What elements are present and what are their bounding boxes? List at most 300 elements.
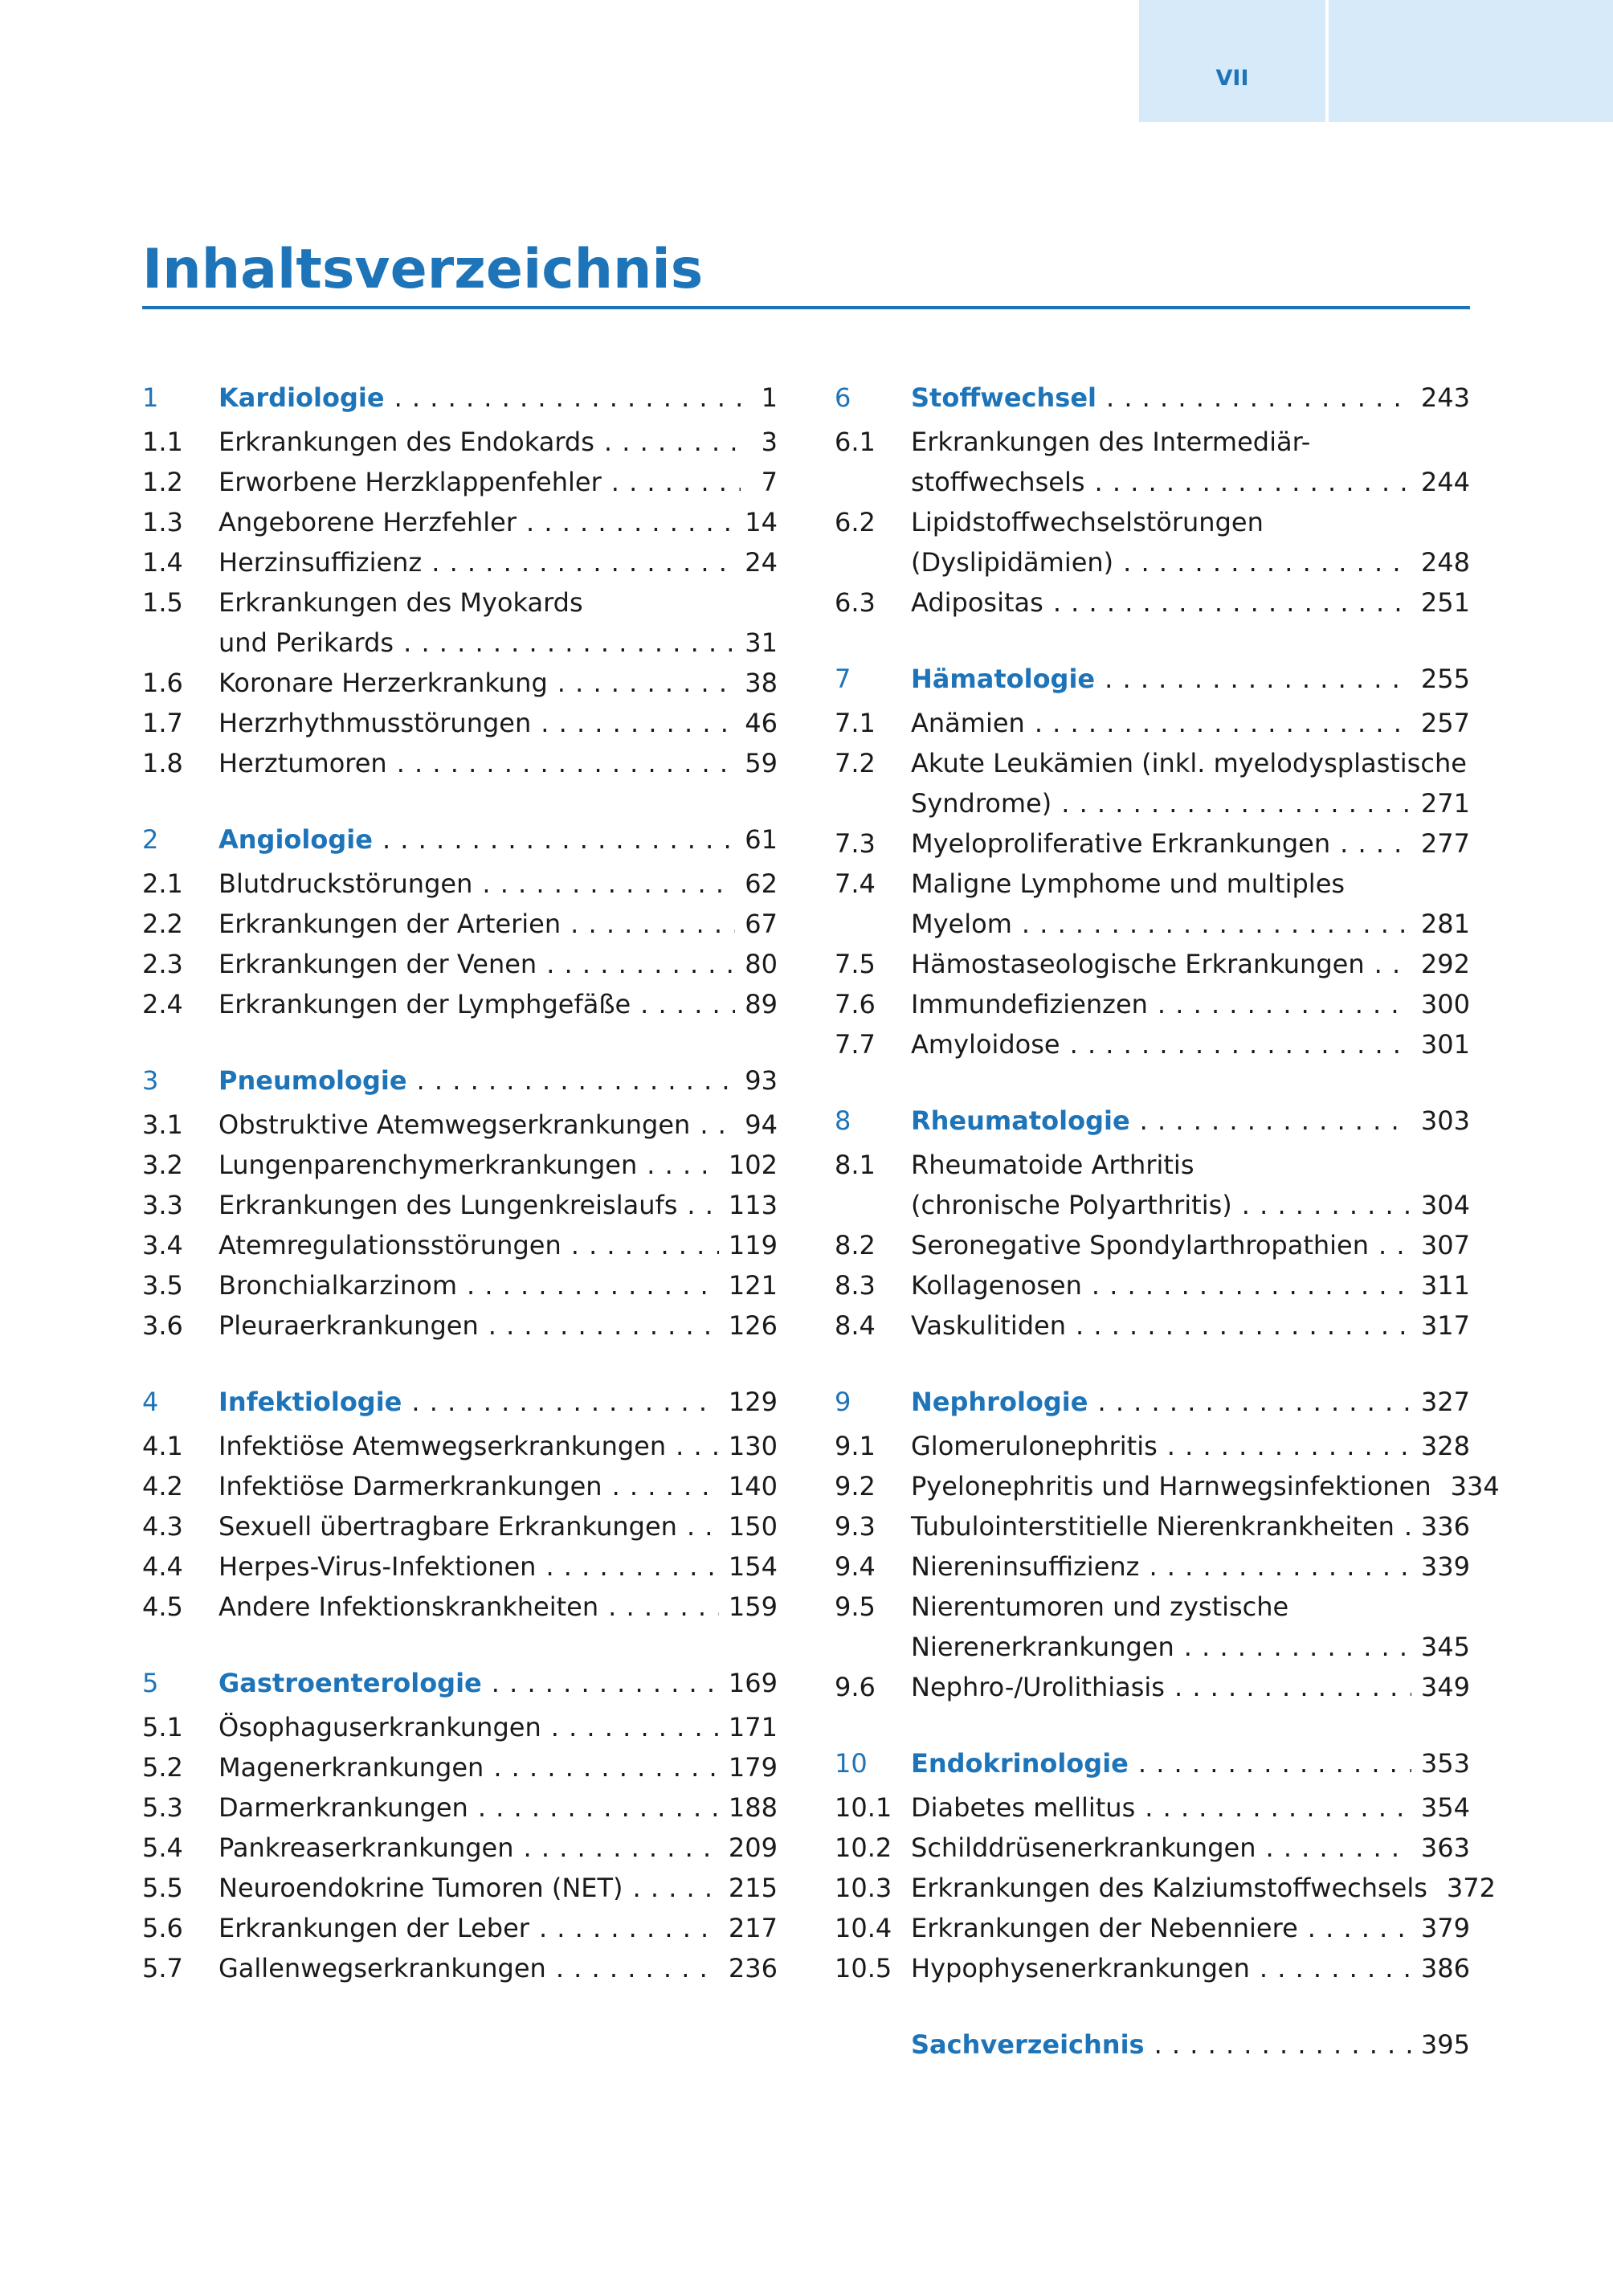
section-title[interactable]: Seronegative Spondylarthropathien <box>911 1230 1370 1260</box>
section-number: 3.2 <box>142 1150 183 1180</box>
section-number: 3.1 <box>142 1109 183 1140</box>
section-title[interactable]: Sexuell übertragbare Erkrankungen <box>218 1511 677 1542</box>
toc-entry[interactable] <box>835 743 1470 783</box>
dot-leader <box>611 462 741 502</box>
section-title[interactable]: Erkrankungen der Nebenniere <box>911 1913 1298 1943</box>
section-number: 1.1 <box>142 427 183 457</box>
section-number: 2.4 <box>142 989 183 1019</box>
page-ref: 307 <box>1420 1230 1470 1260</box>
section-title[interactable]: Erkrankungen der Lymphgefäße <box>218 989 631 1019</box>
section-number: 5.7 <box>142 1953 183 1983</box>
section-title[interactable]: Rheumatoide Arthritis <box>911 1150 1194 1180</box>
section-title[interactable]: Hypophysenerkrankungen <box>911 1953 1250 1983</box>
chapter-number: 6 <box>835 382 851 413</box>
page-ref: 277 <box>1420 828 1470 859</box>
dot-leader <box>1092 1265 1411 1305</box>
toc-entry[interactable] <box>835 502 1470 542</box>
page-ref: 31 <box>745 627 778 658</box>
toc-entry[interactable] <box>142 1908 778 1948</box>
section-title[interactable]: Tubulointerstitielle Nierenkrankheiten <box>911 1511 1395 1542</box>
dot-leader <box>570 904 735 944</box>
toc-entry[interactable] <box>142 743 778 783</box>
section-number: 10.2 <box>835 1832 892 1863</box>
section-title[interactable]: Myeloproliferative Erkrankungen <box>911 828 1331 859</box>
section-title[interactable]: Herzrhythmusstörungen <box>218 708 532 738</box>
page-ref: 345 <box>1420 1632 1470 1662</box>
page-ref: 327 <box>1420 1387 1470 1417</box>
section-number: 1.6 <box>142 668 183 698</box>
dot-leader <box>1061 783 1411 823</box>
chapter-heading[interactable] <box>835 2024 1470 2065</box>
dot-leader <box>1123 542 1411 582</box>
section-number: 8.4 <box>835 1310 876 1341</box>
section-title[interactable]: stoffwechsels <box>911 467 1085 497</box>
page-ref: 292 <box>1420 949 1470 979</box>
section-title[interactable]: Vaskulitiden <box>911 1310 1067 1341</box>
dot-leader <box>604 422 741 462</box>
dot-leader <box>1158 984 1411 1024</box>
section-title[interactable]: und Perikards <box>218 627 394 658</box>
page-ref: 248 <box>1420 547 1470 578</box>
section-number: 5.1 <box>142 1712 183 1742</box>
dot-leader <box>478 1787 719 1828</box>
dot-leader <box>546 944 735 984</box>
section-number: 9.3 <box>835 1511 876 1542</box>
section-title[interactable]: Infektiöse Atemwegserkrankungen <box>218 1431 667 1461</box>
toc-chapter <box>142 1663 778 1988</box>
dot-leader <box>1404 1506 1411 1546</box>
section-title[interactable]: Angeborene Herzfehler <box>218 507 517 537</box>
chapter-title[interactable]: Rheumatologie <box>911 1105 1130 1136</box>
toc-entry[interactable] <box>142 904 778 944</box>
section-number: 10.5 <box>835 1953 892 1983</box>
toc-entry[interactable] <box>142 984 778 1024</box>
section-title[interactable]: Anämien <box>911 708 1025 738</box>
section-number: 3.3 <box>142 1190 183 1220</box>
toc-entry[interactable] <box>142 1185 778 1225</box>
toc-entry[interactable] <box>142 1587 778 1627</box>
section-title[interactable]: Hämostaseologische Erkrankungen <box>911 949 1365 979</box>
chapter-heading[interactable] <box>835 659 1470 699</box>
dot-leader <box>1378 1225 1411 1265</box>
section-title[interactable]: Kollagenosen <box>911 1270 1082 1301</box>
section-title[interactable]: Atemregulationsstörungen <box>218 1230 561 1260</box>
page-ref: 188 <box>728 1792 778 1823</box>
section-title[interactable]: Erkrankungen des Myokards <box>218 587 583 618</box>
page-ref: 171 <box>728 1712 778 1742</box>
section-number: 1.4 <box>142 547 183 578</box>
section-number: 10.1 <box>835 1792 892 1823</box>
chapter-title[interactable]: Hämatologie <box>911 664 1096 694</box>
dot-leader <box>397 743 736 783</box>
section-title[interactable]: Obstruktive Atemwegserkrankungen <box>218 1109 691 1140</box>
dot-leader <box>1053 582 1411 623</box>
page-title: Inhaltsverzeichnis <box>142 238 704 301</box>
page-ref: 130 <box>728 1431 778 1461</box>
section-number: 5.4 <box>142 1832 183 1863</box>
toc-entry[interactable] <box>835 1225 1470 1265</box>
dot-leader <box>608 1587 719 1627</box>
section-title[interactable]: Koronare Herzerkrankung <box>218 668 548 698</box>
dot-leader <box>1242 1185 1411 1225</box>
dot-leader <box>1167 1426 1411 1466</box>
toc-entry[interactable] <box>835 1667 1470 1707</box>
section-title[interactable]: Pleuraerkrankungen <box>218 1310 479 1341</box>
toc-entry[interactable] <box>142 1145 778 1185</box>
section-number: 2.1 <box>142 868 183 899</box>
toc-entry[interactable] <box>835 1787 1470 1828</box>
section-title[interactable]: Andere Infektionskrankheiten <box>218 1591 599 1622</box>
chapter-number: 8 <box>835 1105 851 1136</box>
page-ref: 89 <box>745 989 778 1019</box>
section-title[interactable]: Herztumoren <box>218 748 387 778</box>
toc-entry[interactable] <box>142 1707 778 1747</box>
toc-column-left <box>142 378 778 1988</box>
dot-leader <box>612 1466 719 1506</box>
dot-leader <box>417 1060 736 1101</box>
section-number: 1.2 <box>142 467 183 497</box>
section-title[interactable]: Neuroendokrine Tumoren (NET) <box>218 1873 623 1903</box>
dot-leader <box>1174 1667 1411 1707</box>
section-title[interactable]: Erkrankungen des Intermediär- <box>911 427 1311 457</box>
page-ref: 61 <box>745 824 778 855</box>
toc-entry[interactable] <box>835 1506 1470 1546</box>
chapter-title[interactable]: Stoffwechsel <box>911 382 1096 413</box>
section-title[interactable]: Erkrankungen des Endokards <box>218 427 594 457</box>
dot-leader <box>1106 378 1411 418</box>
dot-leader <box>1260 1948 1411 1988</box>
dot-leader <box>1070 1024 1411 1064</box>
dot-leader <box>1097 1382 1411 1422</box>
page-ref: 386 <box>1420 1953 1470 1983</box>
section-title[interactable]: Immundefizienzen <box>911 989 1148 1019</box>
section-number: 4.3 <box>142 1511 183 1542</box>
page-ref: 59 <box>745 748 778 778</box>
toc-chapter <box>835 659 1470 1064</box>
dot-leader <box>403 623 735 663</box>
dot-leader <box>551 1707 719 1747</box>
page-ref: 150 <box>728 1511 778 1542</box>
dot-leader <box>1035 703 1411 743</box>
toc-entry[interactable] <box>835 462 1470 502</box>
page-ref: 349 <box>1420 1672 1470 1702</box>
chapter-title[interactable]: Nephrologie <box>911 1387 1088 1417</box>
toc-entry[interactable] <box>142 663 778 703</box>
page-ref: 300 <box>1420 989 1470 1019</box>
toc-chapter <box>142 819 778 1024</box>
section-title[interactable]: Blutdruckstörungen <box>218 868 473 899</box>
page-ref: 395 <box>1420 2029 1470 2060</box>
section-title[interactable]: Infektiöse Darmerkrankungen <box>218 1471 602 1501</box>
toc-entry[interactable] <box>142 462 778 502</box>
dot-leader <box>539 1908 719 1948</box>
toc-entry[interactable] <box>142 864 778 904</box>
page-ref: 271 <box>1420 788 1470 819</box>
toc-entry[interactable] <box>142 1426 778 1466</box>
dot-leader <box>482 864 735 904</box>
section-number: 4.2 <box>142 1471 183 1501</box>
toc-entry[interactable] <box>142 1225 778 1265</box>
page-ref: 251 <box>1420 587 1470 618</box>
toc-entry[interactable] <box>835 1426 1470 1466</box>
chapter-number: 1 <box>142 382 159 413</box>
chapter-number: 5 <box>142 1668 159 1698</box>
dot-leader <box>556 1948 719 1988</box>
section-number: 7.4 <box>835 868 876 899</box>
dot-leader <box>1138 1743 1411 1783</box>
dot-leader <box>1184 1627 1411 1667</box>
section-number: 6.1 <box>835 427 876 457</box>
chapter-heading[interactable] <box>142 1060 778 1101</box>
toc-entry[interactable] <box>835 864 1470 904</box>
dot-leader <box>1149 1546 1411 1587</box>
dot-leader <box>1145 1787 1411 1828</box>
section-number: 2.2 <box>142 909 183 939</box>
page-ref: 102 <box>728 1150 778 1180</box>
page-ref: 140 <box>728 1471 778 1501</box>
chapter-number: 4 <box>142 1387 159 1417</box>
section-title[interactable]: Herzinsuffizienz <box>218 547 423 578</box>
chapter-title[interactable]: Pneumologie <box>218 1065 407 1096</box>
toc-entry[interactable] <box>142 422 778 462</box>
section-number: 3.6 <box>142 1310 183 1341</box>
page-ref: 353 <box>1420 1748 1470 1779</box>
toc-entry[interactable] <box>142 703 778 743</box>
toc-entry[interactable] <box>835 1828 1470 1868</box>
section-title[interactable]: Glomerulonephritis <box>911 1431 1158 1461</box>
section-title[interactable]: Erkrankungen der Venen <box>218 949 537 979</box>
section-number: 1.5 <box>142 587 183 618</box>
page-number: VII <box>1215 66 1249 91</box>
toc-entry[interactable] <box>835 1587 1470 1627</box>
chapter-number: 10 <box>835 1748 868 1779</box>
section-title[interactable]: Gallenwegserkrankungen <box>218 1953 546 1983</box>
toc-chapter <box>142 378 778 783</box>
toc-column-right <box>835 378 1500 2069</box>
section-number: 8.3 <box>835 1270 876 1301</box>
toc-entry[interactable] <box>835 1265 1470 1305</box>
page-ref: 159 <box>728 1591 778 1622</box>
section-title[interactable]: Akute Leukämien (inkl. myelodysplastische <box>911 748 1467 778</box>
page-ref: 94 <box>745 1109 778 1140</box>
section-title[interactable]: Erkrankungen des Kalziumstoffwechsels <box>911 1873 1427 1903</box>
toc-entry[interactable] <box>835 904 1470 944</box>
toc-entry[interactable] <box>142 542 778 582</box>
section-title[interactable]: Maligne Lymphome und multiples <box>911 868 1346 899</box>
section-number: 10.3 <box>835 1873 892 1903</box>
chapter-title[interactable]: Sachverzeichnis <box>911 2029 1145 2060</box>
section-title[interactable]: Syndrome) <box>911 788 1052 819</box>
section-number: 2.3 <box>142 949 183 979</box>
section-title[interactable]: Erkrankungen des Lungenkreislaufs <box>218 1190 678 1220</box>
section-title[interactable]: Lipidstoffwechselstörungen <box>911 507 1264 537</box>
page-ref: 244 <box>1420 467 1470 497</box>
page-ref: 129 <box>728 1387 778 1417</box>
toc-entry[interactable] <box>142 1828 778 1868</box>
dot-leader <box>382 819 735 860</box>
toc-entry[interactable] <box>835 1185 1470 1225</box>
section-number: 4.5 <box>142 1591 183 1622</box>
toc-entry[interactable] <box>142 1305 778 1346</box>
dot-leader <box>541 703 735 743</box>
toc-entry[interactable] <box>142 1787 778 1828</box>
page-ref: 154 <box>728 1551 778 1582</box>
toc-entry[interactable] <box>835 944 1470 984</box>
dot-leader <box>431 542 735 582</box>
section-title[interactable]: Erkrankungen der Leber <box>218 1913 529 1943</box>
chapter-number: 3 <box>142 1065 159 1096</box>
toc-entry[interactable] <box>142 1506 778 1546</box>
page-ref: 311 <box>1420 1270 1470 1301</box>
section-number: 1.7 <box>142 708 183 738</box>
section-number: 5.6 <box>142 1913 183 1943</box>
section-title[interactable]: Nierenerkrankungen <box>911 1632 1174 1662</box>
section-number: 7.5 <box>835 949 876 979</box>
toc-entry[interactable] <box>835 783 1470 823</box>
page-ref: 379 <box>1420 1913 1470 1943</box>
page-ref: 169 <box>728 1668 778 1698</box>
toc-entry[interactable] <box>835 582 1470 623</box>
dot-leader <box>1154 2024 1411 2065</box>
chapter-title[interactable]: Endokrinologie <box>911 1748 1129 1779</box>
page-ref: 1 <box>761 382 778 413</box>
page-ref: 336 <box>1420 1511 1470 1542</box>
toc-entry[interactable] <box>142 502 778 542</box>
toc-entry[interactable] <box>142 582 778 623</box>
toc-entry[interactable] <box>835 984 1470 1024</box>
page-ref: 38 <box>745 668 778 698</box>
page-ref: 303 <box>1420 1105 1470 1136</box>
section-number: 7.7 <box>835 1029 876 1060</box>
page-ref: 363 <box>1420 1832 1470 1863</box>
toc-entry[interactable] <box>835 1305 1470 1346</box>
toc-entry[interactable] <box>835 542 1470 582</box>
dot-leader <box>488 1305 719 1346</box>
page-tab <box>1139 0 1613 122</box>
section-title[interactable]: Magenerkrankungen <box>218 1752 484 1783</box>
dot-leader <box>1308 1908 1411 1948</box>
toc-entry[interactable] <box>835 1145 1470 1185</box>
section-number: 9.2 <box>835 1471 876 1501</box>
section-number: 10.4 <box>835 1913 892 1943</box>
dot-leader <box>1265 1828 1411 1868</box>
section-title[interactable]: Amyloidose <box>911 1029 1060 1060</box>
section-number: 5.5 <box>142 1873 183 1903</box>
section-title[interactable]: Adipositas <box>911 587 1043 618</box>
page-ref: 217 <box>728 1913 778 1943</box>
chapter-heading[interactable] <box>142 1382 778 1422</box>
page-ref: 113 <box>728 1190 778 1220</box>
section-number: 7.3 <box>835 828 876 859</box>
dot-leader <box>687 1506 719 1546</box>
page-ref: 67 <box>745 909 778 939</box>
dot-leader <box>557 663 736 703</box>
toc-entry[interactable] <box>835 703 1470 743</box>
chapter-title[interactable]: Infektiologie <box>218 1387 402 1417</box>
section-title[interactable]: Diabetes mellitus <box>911 1792 1136 1823</box>
toc-entry[interactable] <box>835 1024 1470 1064</box>
section-number: 4.1 <box>142 1431 183 1461</box>
toc-entry[interactable] <box>835 1627 1470 1667</box>
section-title[interactable]: (Dyslipidämien) <box>911 547 1114 578</box>
toc-entry[interactable] <box>142 1948 778 1988</box>
toc-entry[interactable] <box>142 1546 778 1587</box>
toc-entry[interactable] <box>142 1265 778 1305</box>
toc-entry[interactable] <box>835 1546 1470 1587</box>
dot-leader <box>647 1145 719 1185</box>
section-title[interactable]: Darmerkrankungen <box>218 1792 468 1823</box>
section-title[interactable]: Nierentumoren und zystische <box>911 1591 1289 1622</box>
section-title[interactable]: Pyelonephritis und Harnwegsinfektionen <box>911 1471 1431 1501</box>
chapter-title[interactable]: Kardiologie <box>218 382 385 413</box>
chapter-heading[interactable] <box>835 378 1470 418</box>
toc-entry[interactable] <box>835 1908 1470 1948</box>
toc-entry[interactable] <box>142 1466 778 1506</box>
section-title[interactable]: Myelom <box>911 909 1012 939</box>
toc-entry[interactable] <box>142 623 778 663</box>
section-title[interactable]: Erworbene Herzklappenfehler <box>218 467 602 497</box>
dot-leader <box>687 1185 719 1225</box>
section-number: 9.1 <box>835 1431 876 1461</box>
section-number: 7.6 <box>835 989 876 1019</box>
toc-entry[interactable] <box>835 1868 1496 1908</box>
section-number: 4.4 <box>142 1551 183 1582</box>
section-title[interactable]: Erkrankungen der Arterien <box>218 909 561 939</box>
chapter-heading[interactable] <box>835 1101 1470 1141</box>
section-title[interactable]: Bronchialkarzinom <box>218 1270 457 1301</box>
section-title[interactable]: Ösophaguserkrankungen <box>218 1712 541 1742</box>
section-title[interactable]: Lungenparenchymerkrankungen <box>218 1150 638 1180</box>
dot-leader <box>467 1265 719 1305</box>
chapter-heading[interactable] <box>835 1743 1470 1783</box>
toc-entry[interactable] <box>835 1466 1500 1506</box>
section-title[interactable]: Herpes-Virus-Infektionen <box>218 1551 537 1582</box>
section-number: 8.1 <box>835 1150 876 1180</box>
toc-entry[interactable] <box>142 1747 778 1787</box>
section-title[interactable]: (chronische Polyarthritis) <box>911 1190 1232 1220</box>
toc-entry[interactable] <box>835 823 1470 864</box>
toc-entry[interactable] <box>142 1105 778 1145</box>
page-ref: 317 <box>1420 1310 1470 1341</box>
toc-chapter <box>142 1060 778 1346</box>
toc-entry[interactable] <box>835 422 1470 462</box>
chapter-title[interactable]: Angiologie <box>218 824 373 855</box>
section-title[interactable]: Schilddrüsenerkrankungen <box>911 1832 1256 1863</box>
dot-leader <box>1374 944 1411 984</box>
dot-leader <box>700 1105 735 1145</box>
toc-entry[interactable] <box>142 944 778 984</box>
page-tab-panel <box>1139 0 1325 122</box>
toc-entry[interactable] <box>835 1948 1470 1988</box>
toc-entry[interactable] <box>142 1868 778 1908</box>
section-title[interactable]: Pankreaserkrankungen <box>218 1832 514 1863</box>
chapter-heading[interactable] <box>142 819 778 860</box>
dot-leader <box>633 1868 719 1908</box>
section-number: 3.4 <box>142 1230 183 1260</box>
dot-leader <box>411 1382 719 1422</box>
section-title[interactable]: Niereninsuffizienz <box>911 1551 1140 1582</box>
section-number: 5.3 <box>142 1792 183 1823</box>
section-title[interactable]: Nephro-/Urolithiasis <box>911 1672 1165 1702</box>
toc-chapter <box>142 1382 778 1627</box>
chapter-heading[interactable] <box>142 1663 778 1703</box>
chapter-heading[interactable] <box>835 1382 1470 1422</box>
chapter-title[interactable]: Gastroenterologie <box>218 1668 482 1698</box>
toc-chapter <box>835 1101 1470 1346</box>
dot-leader <box>394 378 741 418</box>
dot-leader <box>1076 1305 1411 1346</box>
chapter-heading[interactable] <box>142 378 778 418</box>
